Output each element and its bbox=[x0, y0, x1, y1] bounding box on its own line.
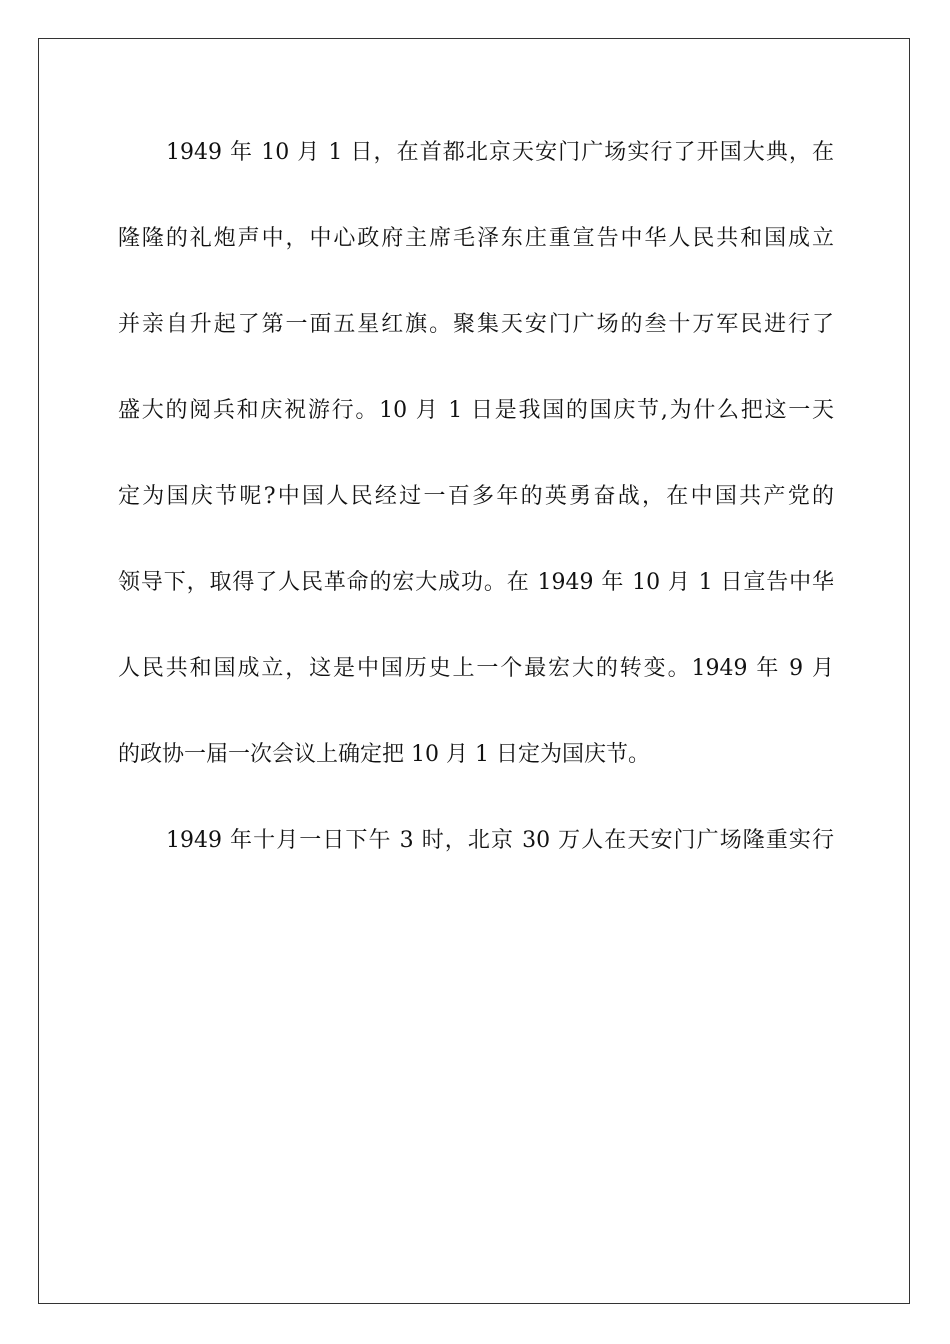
text-line: 并亲自升起了第一面五星红旗。聚集天安门广场的叁十万军民进行了 bbox=[118, 312, 834, 337]
document-page bbox=[38, 38, 910, 1304]
text-line: 1949 年十月一日下午 3 时，北京 30 万人在天安门广场隆重实行 bbox=[166, 828, 834, 853]
text-line: 盛大的阅兵和庆祝游行。10 月 1 日是我国的国庆节,为什么把这一天 bbox=[118, 398, 834, 423]
text-line: 隆隆的礼炮声中，中心政府主席毛泽东庄重宣告中华人民共和国成立 bbox=[118, 226, 834, 251]
document-body bbox=[118, 131, 834, 905]
text-line: 人民共和国成立，这是中国历史上一个最宏大的转变。1949 年 9 月 bbox=[118, 656, 834, 681]
text-line: 定为国庆节呢?中国人民经过一百多年的英勇奋战，在中国共产党的 bbox=[118, 484, 834, 509]
paragraph-ceremony-detail bbox=[118, 819, 834, 905]
text-line: 的政协一届一次会议上确定把 10 月 1 日定为国庆节。 bbox=[118, 742, 650, 767]
text-line: 领导下，取得了人民革命的宏大成功。在 1949 年 10 月 1 日宣告中华 bbox=[118, 570, 834, 595]
text-line: 1949 年 10 月 1 日，在首都北京天安门广场实行了开国大典，在 bbox=[166, 140, 834, 165]
paragraph-founding-ceremony bbox=[118, 131, 834, 819]
